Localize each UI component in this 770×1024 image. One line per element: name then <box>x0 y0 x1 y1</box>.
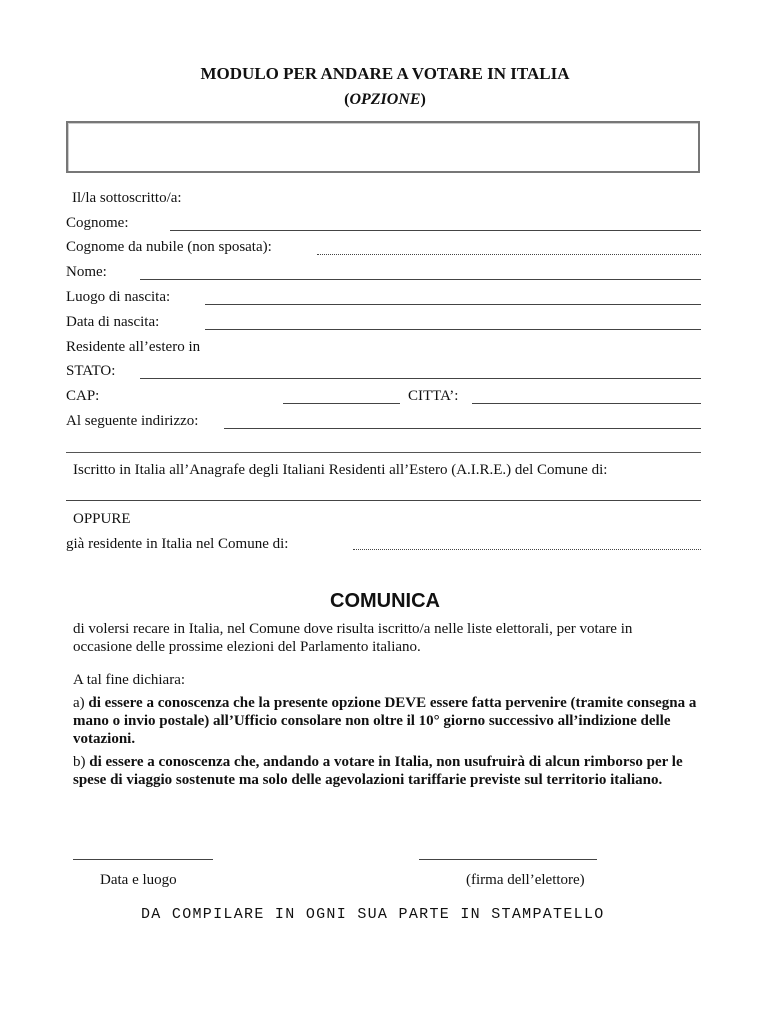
stato-field[interactable] <box>140 378 701 379</box>
comunica-text: di volersi recare in Italia, nel Comune dove risulta iscritto/a nelle liste elettorali, per votare in occasione delle prossime elezioni del Parlamento italiano. <box>73 621 633 655</box>
data-nascita-field[interactable] <box>205 329 701 330</box>
cognome-nubile-label: Cognome da nubile (non sposata): <box>66 239 272 255</box>
document-subtitle: (OPZIONE) <box>344 91 426 108</box>
nome-label: Nome: <box>66 264 107 280</box>
compile-note: DA COMPILARE IN OGNI SUA PARTE IN STAMPATELLO <box>141 906 605 923</box>
clause-b: b) di essere a conoscenza che, andando a votare in Italia, non usufruirà di alcun rimborso per le spese di viaggio sostenute ma solo delle agevolazioni tariffarie previste sul territorio italiano. <box>73 754 683 788</box>
aire-label: Iscritto in Italia all’Anagrafe degli Italiani Residenti all’Estero (A.I.R.E.) del Comune di: <box>73 462 608 478</box>
citta-label: CITTA’: <box>408 388 459 404</box>
data-luogo-label: Data e luogo <box>100 872 177 888</box>
cap-field[interactable] <box>283 403 400 404</box>
firma-field[interactable] <box>419 859 597 860</box>
cognome-label: Cognome: <box>66 215 129 231</box>
stato-label: STATO: <box>66 363 116 379</box>
clause-a: a) di essere a conoscenza che la presente opzione DEVE essere fatta pervenire (tramite consegna a mano o invio postale) all’Ufficio consolare non oltre il 10° giorno successivo all’indizione delle votazioni. <box>73 695 697 747</box>
data-nascita-label: Data di nascita: <box>66 314 160 330</box>
header-box <box>66 121 700 173</box>
luogo-nascita-label: Luogo di nascita: <box>66 289 171 305</box>
residente-label: Residente all’estero in <box>66 339 201 355</box>
firma-label: (firma dell’elettore) <box>466 872 585 888</box>
luogo-nascita-field[interactable] <box>205 304 701 305</box>
comunica-heading: COMUNICA <box>330 590 440 612</box>
oppure-label: OPPURE <box>73 511 131 527</box>
fine-label: A tal fine dichiara: <box>73 672 186 688</box>
nome-field[interactable] <box>140 279 701 280</box>
cap-label: CAP: <box>66 388 100 404</box>
indirizzo-field[interactable] <box>224 428 701 429</box>
citta-field[interactable] <box>472 403 701 404</box>
cognome-nubile-field[interactable] <box>317 254 701 255</box>
document-title: MODULO PER ANDARE A VOTARE IN ITALIA <box>200 64 570 83</box>
data-luogo-field[interactable] <box>73 859 213 860</box>
section-divider <box>66 452 701 453</box>
gia-residente-field[interactable] <box>353 549 701 550</box>
cognome-field[interactable] <box>170 230 701 231</box>
intro-label: Il/la sottoscritto/a: <box>72 190 182 206</box>
indirizzo-label: Al seguente indirizzo: <box>66 413 199 429</box>
gia-residente-label: già residente in Italia nel Comune di: <box>66 536 289 552</box>
aire-field[interactable] <box>66 500 701 501</box>
